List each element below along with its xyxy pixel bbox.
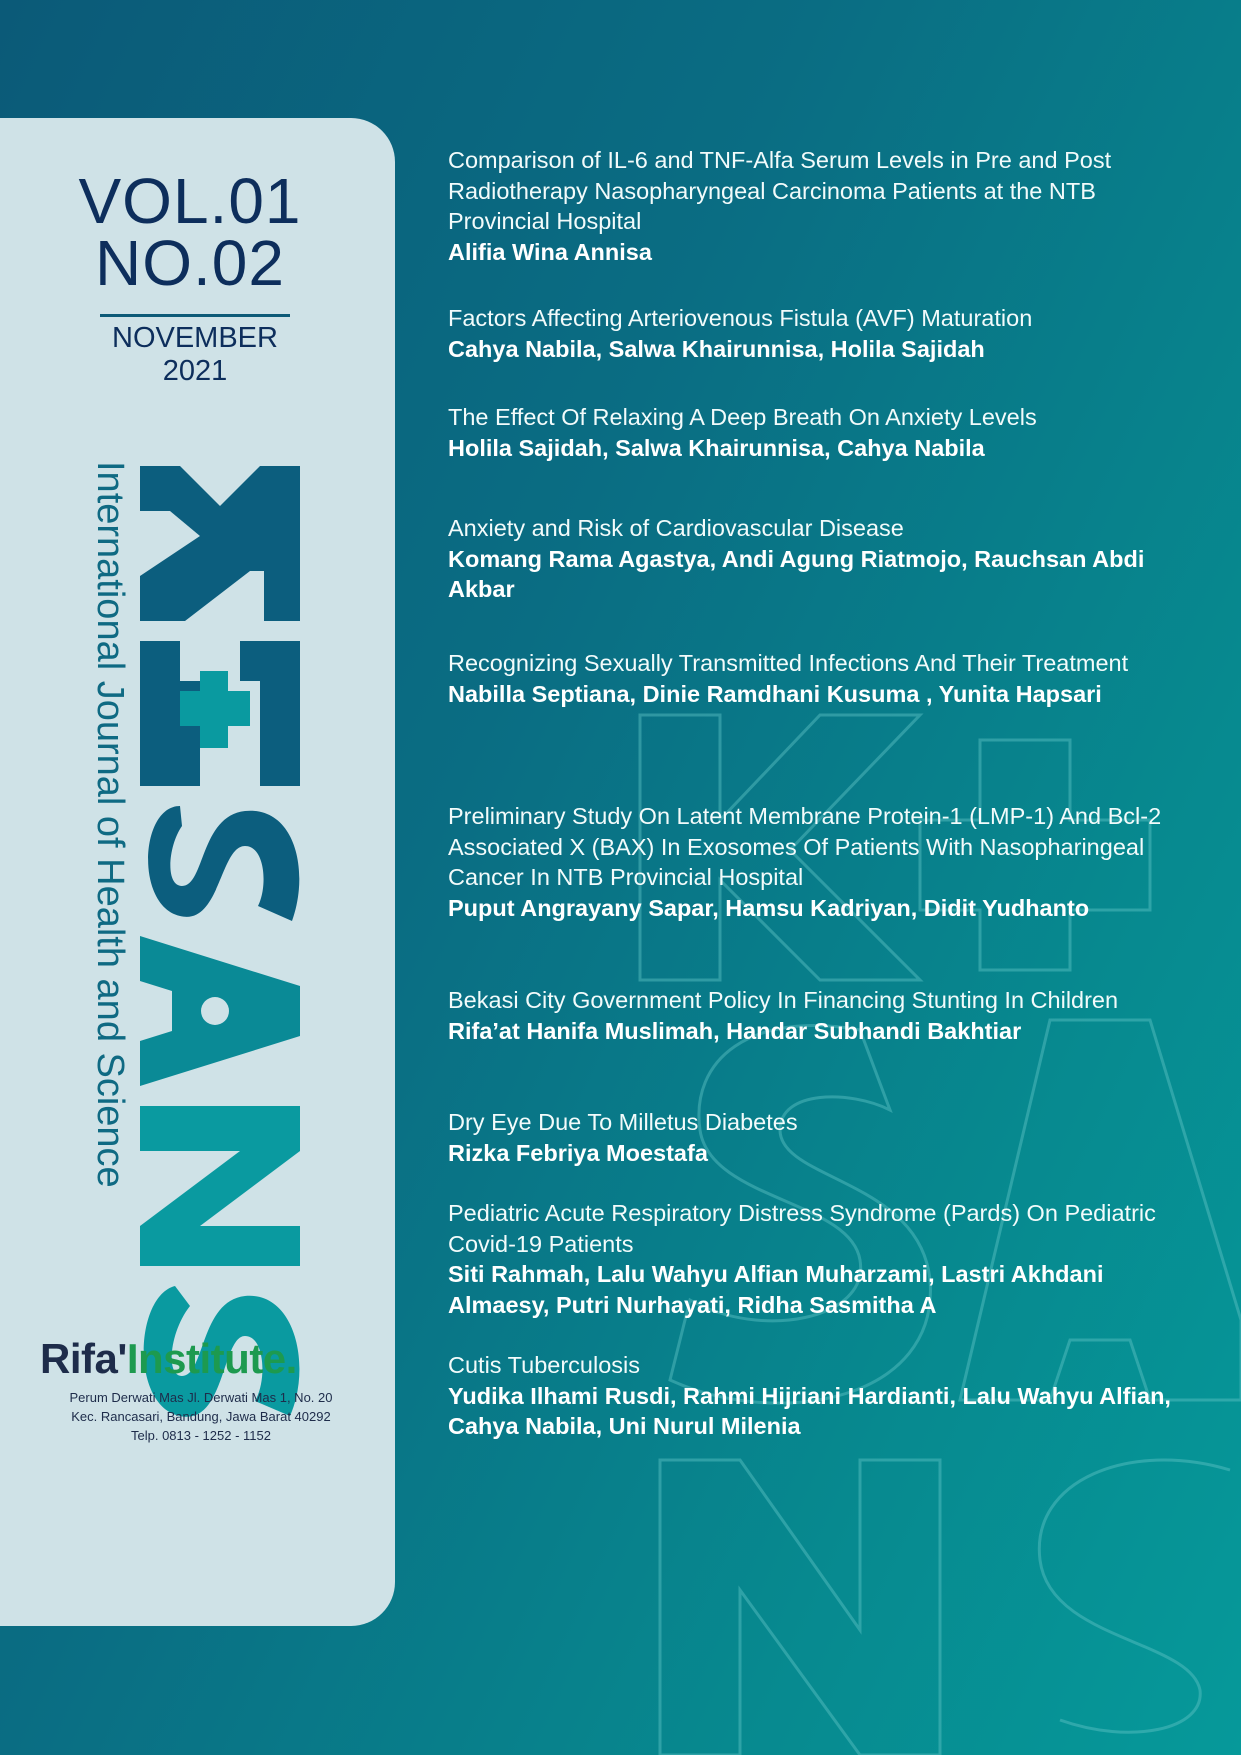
publisher-phone: Telp. 0813 - 1252 - 1152 (131, 1428, 271, 1443)
publisher-name-part2: Institute. (126, 1335, 297, 1382)
article-authors: Komang Rama Agastya, Andi Agung Riatmojo, Rauchsan Abdi Akbar (448, 545, 1145, 602)
article-authors: Holila Sajidah, Salwa Khairunnisa, Cahya Nabila (448, 434, 985, 461)
article-item[interactable] (448, 801, 1178, 923)
article-title[interactable]: Pediatric Acute Respiratory Distress Syndrome (Pards) On Pediatric Covid-19 Patients (448, 1200, 1156, 1257)
article-item[interactable] (448, 513, 1178, 605)
article-title[interactable]: Dry Eye Due To Milletus Diabetes (448, 1109, 798, 1135)
journal-subtitle: International Journal of Health and Science (89, 461, 131, 1188)
article-item[interactable] (448, 648, 1178, 709)
article-item[interactable] (448, 1198, 1178, 1320)
kesans-wordmark (140, 466, 300, 1466)
article-item[interactable] (448, 145, 1178, 267)
article-item[interactable] (448, 1107, 1178, 1168)
article-authors: Yudika Ilhami Rusdi, Rahmi Hijriani Hardianti, Lalu Wahyu Alfian, Cahya Nabila, Uni Nurul Milenia (448, 1382, 1171, 1439)
publisher-name (40, 1336, 360, 1382)
number-label: NO.02 (95, 227, 285, 299)
publisher-name-part1: Rifa' (40, 1335, 127, 1382)
article-title[interactable]: Preliminary Study On Latent Membrane Protein-1 (LMP-1) And Bcl-2 Associated X (BAX) In Exosomes Of Patients With Nasopharingeal Cancer In NTB Provincial Hospital (448, 803, 1162, 890)
article-item[interactable] (448, 402, 1178, 463)
article-item[interactable] (448, 1350, 1178, 1442)
article-title[interactable]: The Effect Of Relaxing A Deep Breath On Anxiety Levels (448, 404, 1037, 430)
volume-label: VOL.01 (78, 165, 302, 237)
article-authors: Alifia Wina Annisa (448, 238, 652, 265)
article-title[interactable]: Bekasi City Government Policy In Financing Stunting In Children (448, 987, 1119, 1013)
publisher-address-line2: Kec. Rancasari, Bandung, Jawa Barat 40292 (71, 1409, 331, 1424)
article-title[interactable]: Cutis Tuberculosis (448, 1352, 640, 1378)
article-title[interactable]: Comparison of IL-6 and TNF-Alfa Serum Levels in Pre and Post Radiotherapy Nasopharyngeal Carcinoma Patients at the NTB Provincial Hospital (448, 147, 1112, 234)
article-authors: Nabilla Septiana, Dinie Ramdhani Kusuma , Yunita Hapsari (448, 680, 1102, 707)
article-item[interactable] (448, 985, 1178, 1046)
article-authors: Cahya Nabila, Salwa Khairunnisa, Holila Sajidah (448, 335, 985, 362)
article-title[interactable]: Anxiety and Risk of Cardiovascular Disease (448, 515, 904, 541)
article-authors: Rizka Febriya Moestafa (448, 1139, 708, 1166)
article-title[interactable]: Factors Affecting Arteriovenous Fistula (AVF) Maturation (448, 305, 1033, 331)
issue-year: 2021 (162, 355, 228, 387)
article-title[interactable]: Recognizing Sexually Transmitted Infections And Their Treatment (448, 650, 1129, 676)
publisher-address-line1: Perum Derwati Mas Jl. Derwati Mas 1, No. 20 (69, 1390, 333, 1405)
article-authors: Siti Rahmah, Lalu Wahyu Alfian Muharzami, Lastri Akhdani Almaesy, Putri Nurhayati, Ridha Sasmitha A (448, 1261, 1104, 1318)
publisher-address (40, 1388, 362, 1445)
issue-divider (100, 314, 290, 317)
article-authors: Puput Angrayany Sapar, Hamsu Kadriyan, Didit Yudhanto (448, 894, 1090, 921)
issue-volume-number (0, 165, 380, 299)
publisher-logo (40, 1336, 360, 1445)
article-item[interactable] (448, 303, 1178, 364)
issue-month: NOVEMBER (112, 322, 278, 354)
article-authors: Rifa’at Hanifa Muslimah, Handar Subhandi Bakhtiar (448, 1017, 1022, 1044)
issue-date (0, 322, 390, 388)
